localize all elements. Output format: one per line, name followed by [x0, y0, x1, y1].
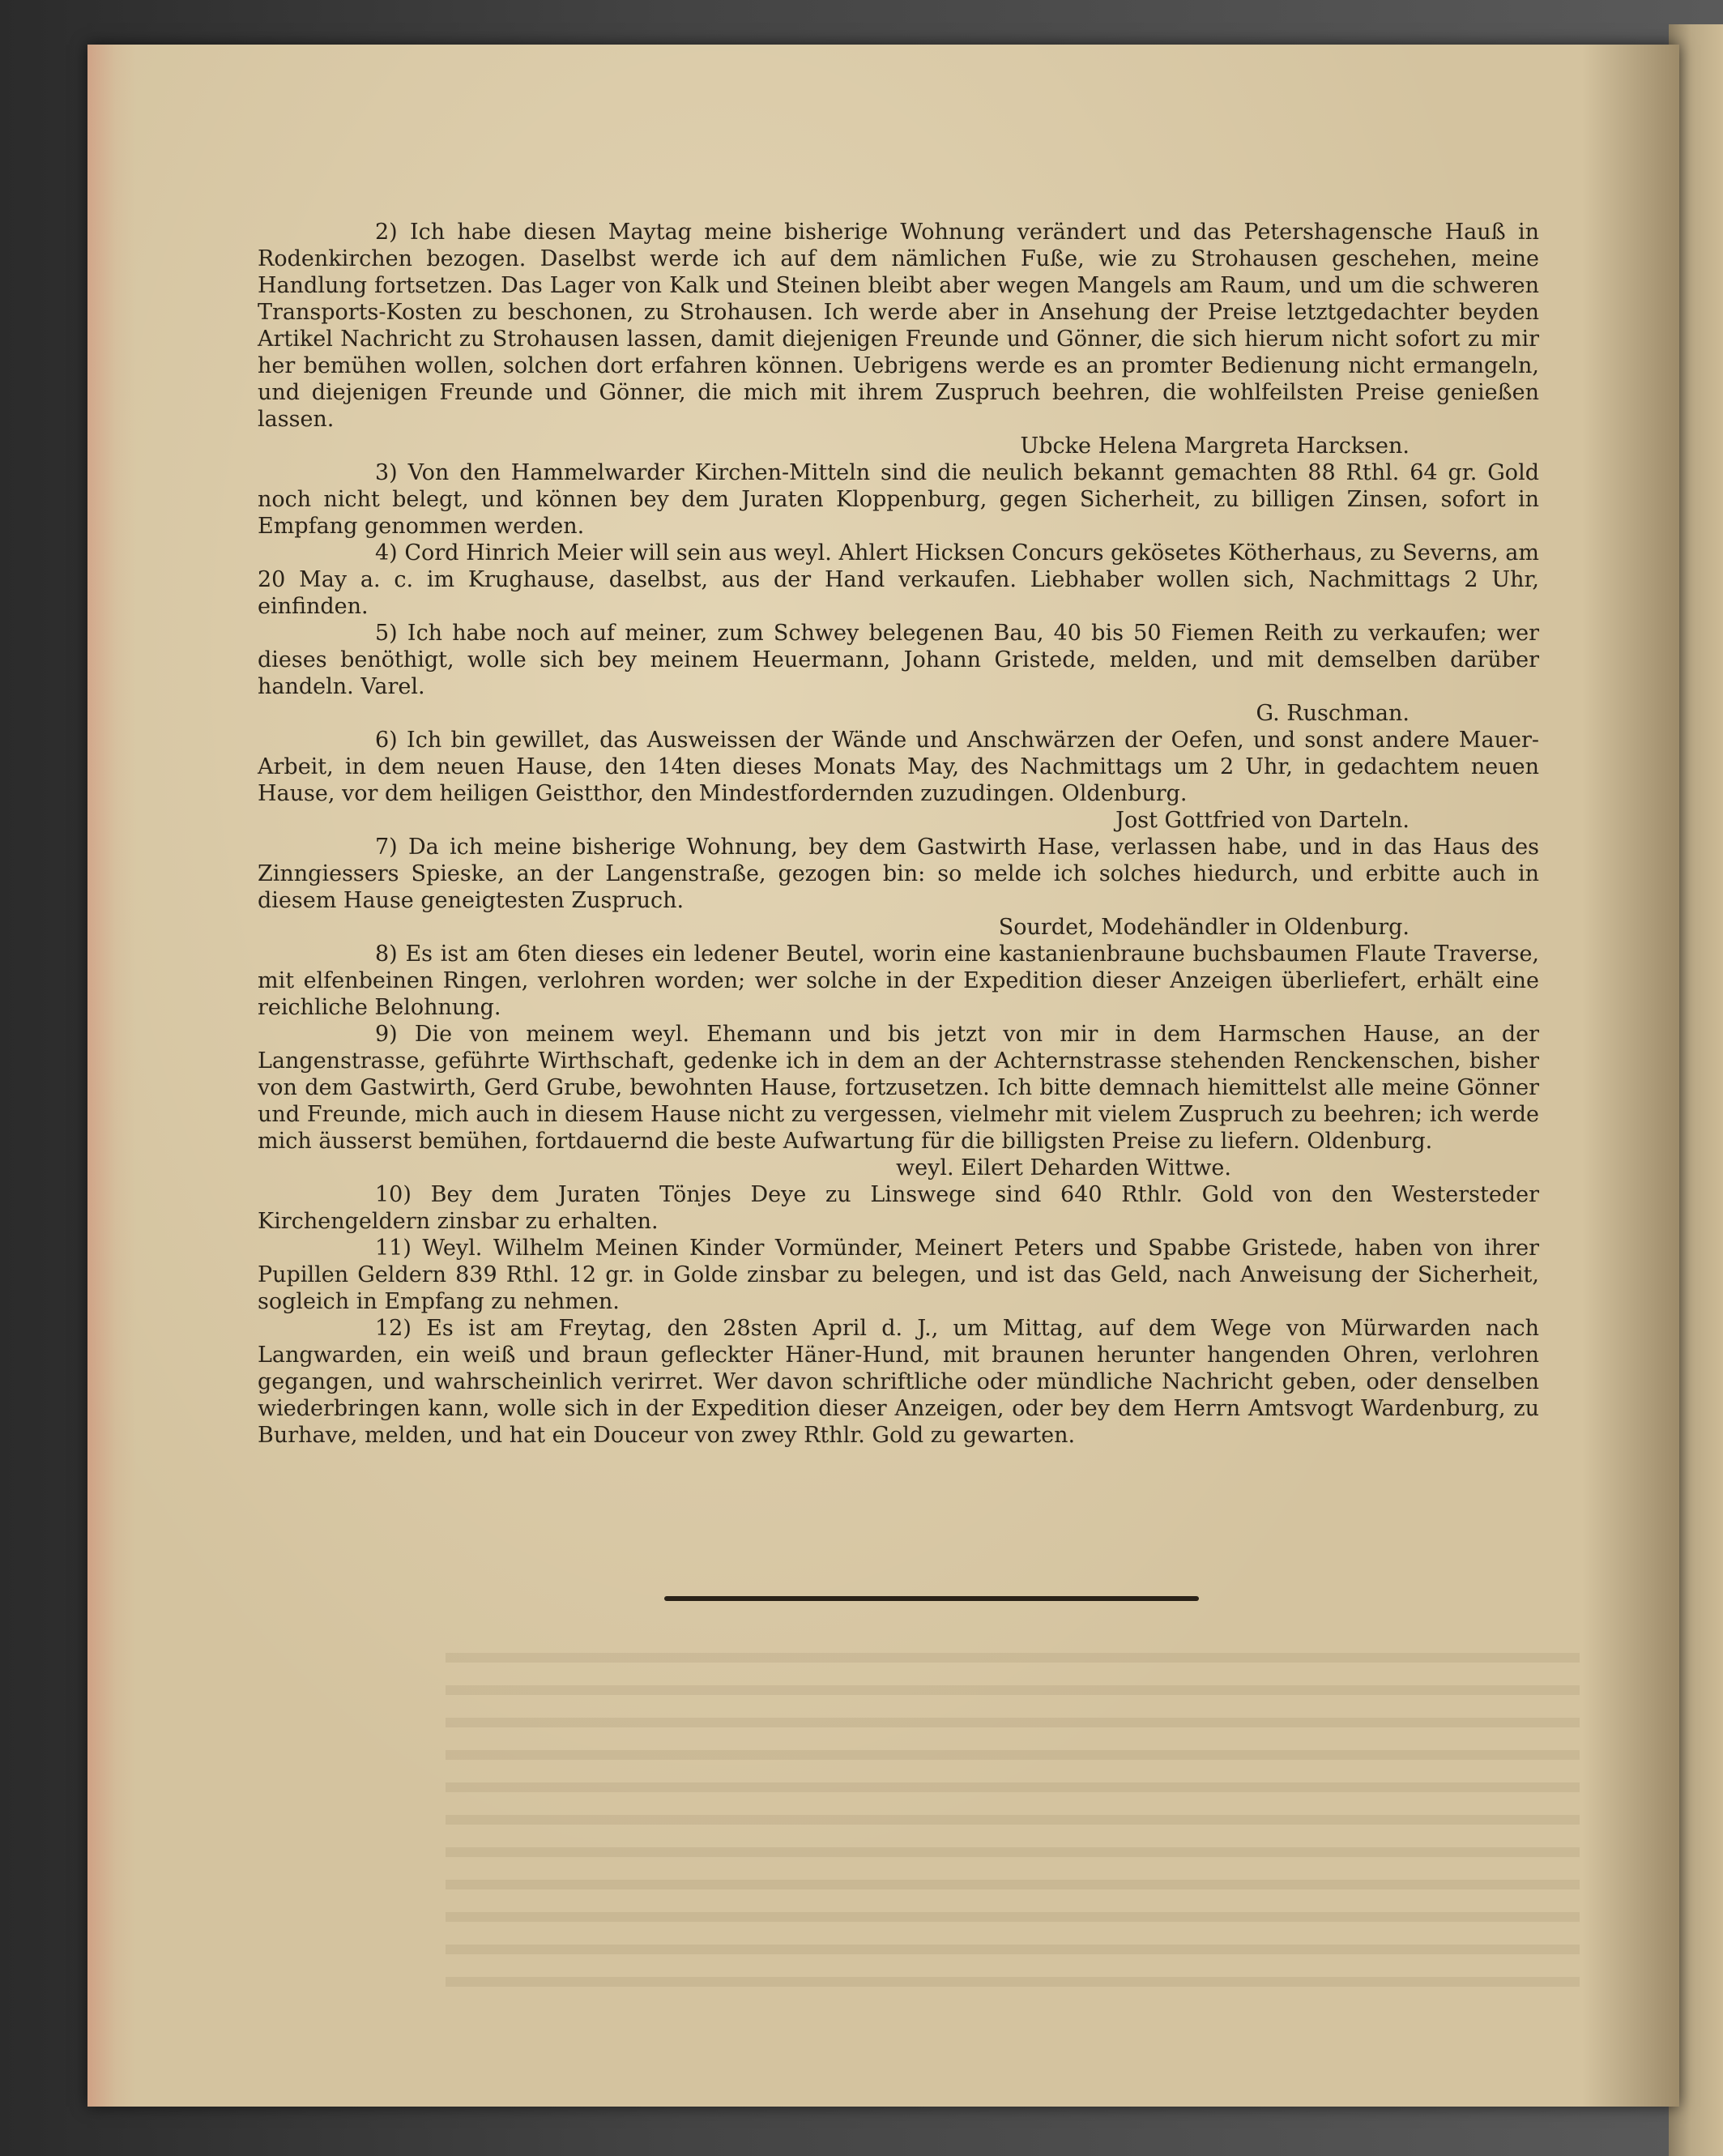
announcement-7: 7) Da ich meine bisherige Wohnung, bey dem Gastwirth Hase, verlassen habe, und in das Haus des Zinngiessers Spieske, an der Langenstraße, gezogen bin: so melde ich solches hiedurch, und erbitte auch in diesem Hause geneigtesten Zuspruch.	[258, 835, 1539, 913]
announcement-12: 12) Es ist am Freytag, den 28sten April d. J., um Mittag, auf dem Wege von Mürwarden nach Langwarden, ein weiß und braun gefleckter Häner-Hund, mit braunen herunter hangenden Ohren, verlohren gegangen, und wahrscheinlich verirret. Wer davon schriftliche oder mündliche Nachricht geben, oder denselben wiederbringen kann, wolle sich in der Expedition dieser Anzeigen, oder bey dem Herrn Amtsvogt Wardenburg, zu Burhave, melden, und hat ein Douceur von zwey Rthlr. Gold zu gewarten.	[258, 1316, 1539, 1448]
signature-6: Jost Gottfried von Darteln.	[1115, 808, 1410, 833]
announcement-4: 4) Cord Hinrich Meier will sein aus weyl. Ahlert Hicksen Concurs gekösetes Kötherhaus, zu Severns, am 20 May a. c. im Krughause, daselbst, aus der Hand verkaufen. Liebhaber wollen sich, Nachmittags 2 Uhr, einfinden.	[258, 540, 1539, 619]
signature-7: Sourdet, Modehändler in Oldenburg.	[998, 915, 1410, 940]
section-divider-rule	[664, 1596, 1199, 1601]
show-through-bleed	[446, 1653, 1580, 1993]
signature-9: weyl. Eilert Deharden Wittwe.	[896, 1155, 1231, 1180]
announcement-6: 6) Ich bin gewillet, das Ausweissen der Wände und Anschwärzen der Oefen, und sonst andere Mauer-Arbeit, in dem neuen Hause, den 14ten dieses Monats May, des Nachmittags um 2 Uhr, in gedachtem neuen Hause, vor dem heiligen Geistthor, den Mindestfordernden zuzudingen. Oldenburg.	[258, 728, 1539, 806]
announcement-2: 2) Ich habe diesen Maytag meine bisherige Wohnung verändert und das Petershagensche Hauß in Rodenkirchen bezogen. Daselbst werde ich auf dem nämlichen Fuße, wie zu Strohausen geschehen, meine Handlung fortsetzen. Das Lager von Kalk und Steinen bleibt aber wegen Mangels am Raum, und um die schweren Transports-Kosten zu beschonen, zu Strohausen. Ich werde aber in Ansehung der Preise letztgedachter beyden Artikel Nachricht zu Strohausen lassen, damit diejenigen Freunde und Gönner, die sich hierum nicht sofort zu mir her bemühen wollen, solchen dort erfahren können. Uebrigens werde es an promter Bedienung nicht ermangeln, und diejenigen Freunde und Gönner, die mich mit ihrem Zuspruch beehren, die wohlfeilsten Preise genießen lassen.	[258, 220, 1539, 432]
signature-5: G. Ruschman.	[1256, 701, 1410, 726]
announcements-column	[258, 219, 1539, 1449]
announcement-9: 9) Die von meinem weyl. Ehemann und bis jetzt von mir in dem Harmschen Hause, an der Langenstrasse, geführte Wirthschaft, gedenke ich in dem an der Achternstrasse stehenden Renckenschen, bisher von dem Gastwirth, Gerd Grube, bewohnten Hause, fortzusetzen. Ich bitte demnach hiemittelst alle meine Gönner und Freunde, mich auch in diesem Hause nicht zu vergessen, vielmehr mit vielem Zuspruch zu beehren; ich werde mich äusserst bemühen, fortdauernd die beste Aufwartung für die billigsten Preise zu liefern. Oldenburg.	[258, 1022, 1539, 1154]
signature-2: Ubcke Helena Margreta Harcksen.	[1020, 433, 1410, 459]
announcement-5: 5) Ich habe noch auf meiner, zum Schwey belegenen Bau, 40 bis 50 Fiemen Reith zu verkaufen; wer dieses benöthigt, wolle sich bey meinem Heuermann, Johann Gristede, melden, und mit demselben darüber handeln. Varel.	[258, 621, 1539, 699]
announcement-3: 3) Von den Hammelwarder Kirchen-Mitteln sind die neulich bekannt gemachten 88 Rthl. 64 gr. Gold noch nicht belegt, und können bey dem Juraten Kloppenburg, gegen Sicherheit, zu billigen Zinsen, sofort in Empfang genommen werden.	[258, 460, 1539, 539]
announcement-10: 10) Bey dem Juraten Tönjes Deye zu Linswege sind 640 Rthlr. Gold von den Westerstеder Kirchengeldern zinsbar zu erhalten.	[258, 1182, 1539, 1234]
announcement-8: 8) Es ist am 6ten dieses ein ledener Beutel, worin eine kastanienbraune buchsbaumen Flaute Traverse, mit elfenbeinen Ringen, verlohren worden; wer solche in der Expedition dieser Anzeigen überliefert, erhält eine reichliche Belohnung.	[258, 941, 1539, 1020]
announcement-11: 11) Weyl. Wilhelm Meinen Kinder Vormünder, Meinert Peters und Spabbe Gristede, haben von ihrer Pupillen Geldern 839 Rthl. 12 gr. in Golde zinsbar zu belegen, und ist das Geld, nach Anweisung der Sicherheit, sogleich in Empfang zu nehmen.	[258, 1236, 1539, 1314]
